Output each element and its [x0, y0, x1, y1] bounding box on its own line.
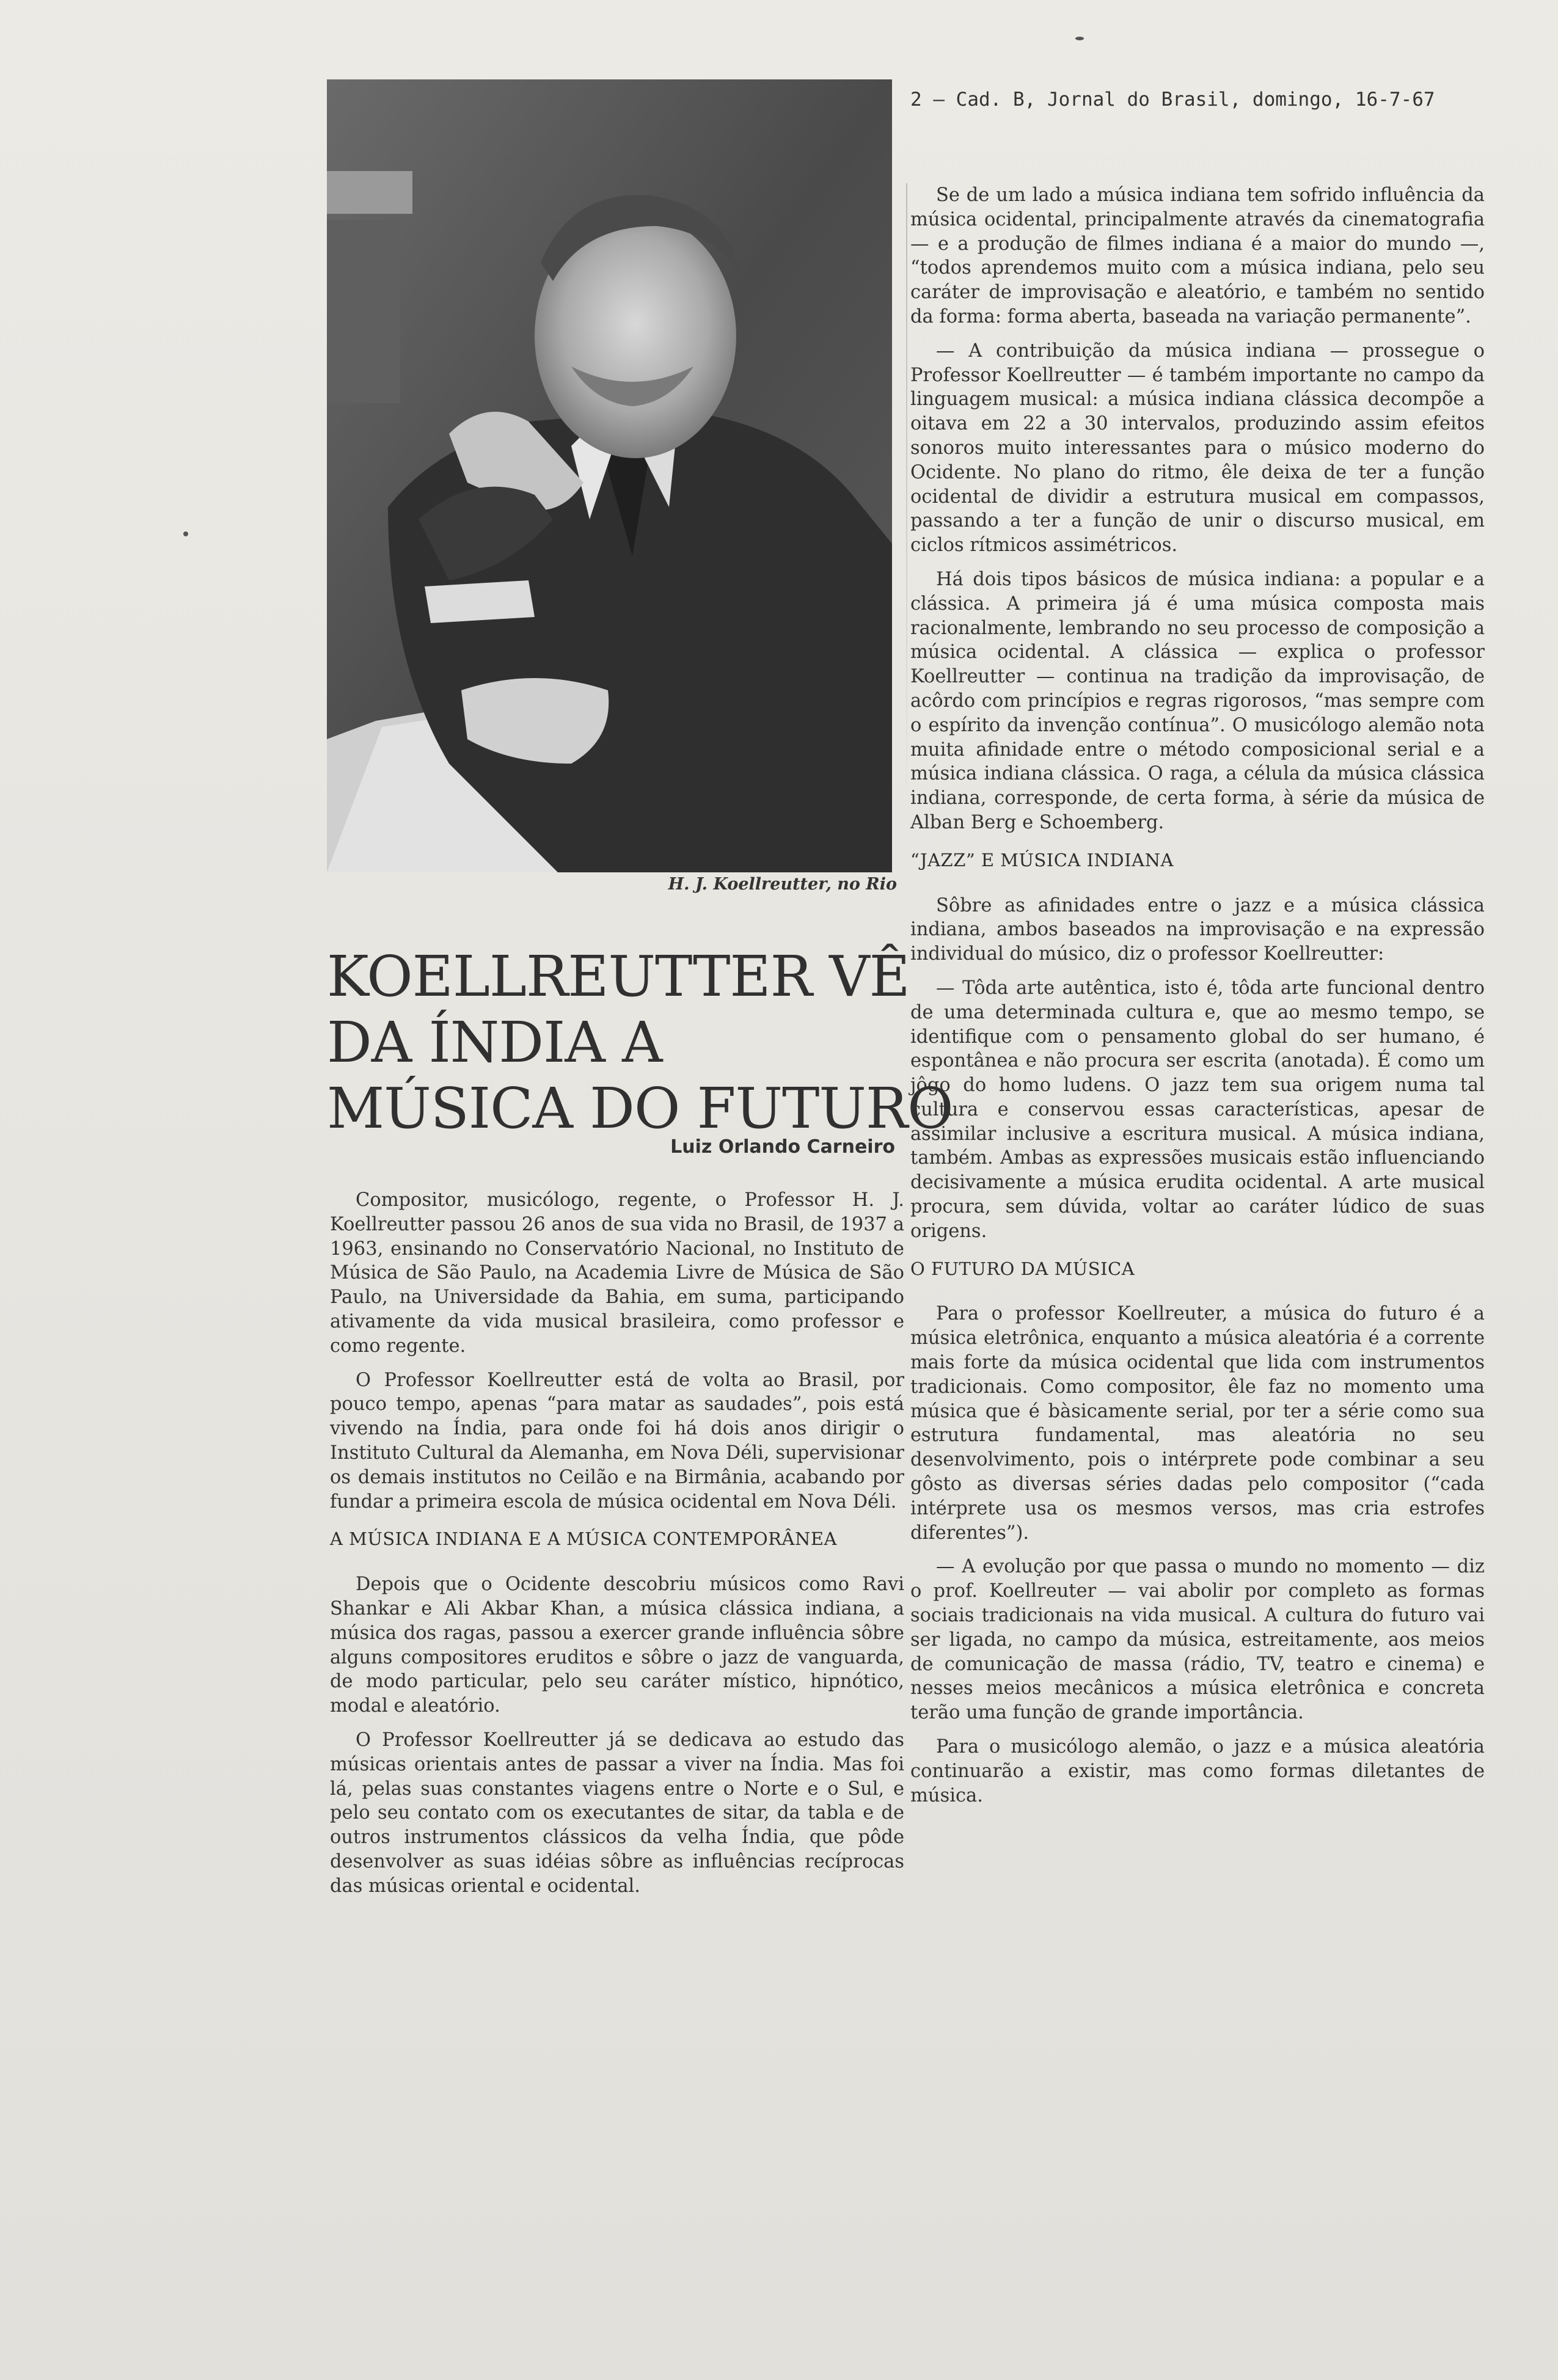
- headline-line-2: DA ÍNDIA A: [327, 1010, 662, 1075]
- page-header: 2 — Cad. B, Jornal do Brasil, domingo, 16-7-67: [910, 89, 1435, 111]
- paper-speck: [183, 531, 188, 536]
- paragraph: Há dois tipos básicos de música indiana: a popular e a clássica. A primeira já é uma música composta mais racionalmente, lembrando no seu processo de composição a música ocidental. A clássica — explica o professor Koellreutter — continua na tradição da improvisação, de acôrdo com princípios e regras rigorosos, “mas sempre com o espírito da invenção contínua”. O musicólogo alemão nota muita afinidade entre o método composicional serial e a música indiana clássica. O raga, a célula da música clássica indiana, corresponde, de certa forma, à série da música de Alban Berg e Schoemberg.: [910, 568, 1485, 833]
- column-left: [330, 1188, 904, 1908]
- column-right: [910, 183, 1485, 1817]
- photo-caption: H. J. Koellreutter, no Rio: [668, 875, 897, 894]
- paragraph: Depois que o Ocidente descobriu músicos como Ravi Shankar e Ali Akbar Khan, a música clássica indiana, a música dos ragas, passou a exercer grande influência sôbre alguns compositores eruditos e sôbre o jazz de vanguarda, de modo particular, pelo seu caráter místico, hipnótico, modal e aleatório.: [330, 1574, 904, 1717]
- paragraph: — A evolução por que passa o mundo no momento — diz o prof. Koellreuter — vai abolir por completo as formas sociais tradicionais na vida musical. A cultura do futuro vai ser ligada, no campo da música, estreitamente, aos meios de comunicação de massa (rádio, TV, teatro e cinema) e nesses meios mecânicos a música eletrônica e concreta terão uma função de grande importância.: [910, 1556, 1485, 1724]
- paragraph: Sôbre as afinidades entre o jazz e a música clássica indiana, ambos baseados na improvisação e na expressão individual do músico, diz o professor Koellreutter:: [910, 894, 1485, 965]
- paragraph: O Professor Koellreutter está de volta ao Brasil, por pouco tempo, apenas “para matar as saudades”, pois está vivendo na Índia, para onde foi há dois anos dirigir o Instituto Cultural da Alemanha, em Nova Déli, supervisionar os demais institutos no Ceilão e na Birmânia, acabando por fundar a primeira escola de música ocidental em Nova Déli.: [330, 1369, 904, 1513]
- paper-speck: [1075, 37, 1084, 40]
- paragraph: Para o musicólogo alemão, o jazz e a música aleatória continuarão a existir, mas como formas diletantes de música.: [910, 1736, 1485, 1806]
- paragraph: Para o professor Koellreuter, a música do futuro é a música eletrônica, enquanto a música aleatória é a corrente mais forte da música ocidental que lida com instrumentos tradicionais. Como compositor, êle faz no momento uma música que é bàsicamente serial, por ter a série como sua estrutura fundamental, mas aleatória no seu desenvolvimento, pois o intérprete pode combinar a seu gôsto as diversas séries dadas pelo compositor (“cada intérprete usa os mesmos versos, mas cria estrofes diferentes”).: [910, 1303, 1485, 1544]
- section-heading: A MÚSICA INDIANA E A MÚSICA CONTEMPORÂNEA: [330, 1528, 837, 1550]
- section-heading: “JAZZ” E MÚSICA INDIANA: [910, 849, 1174, 871]
- paragraph: — Tôda arte autêntica, isto é, tôda arte funcional dentro de uma determinada cultura e, que ao mesmo tempo, se identifique com o pensamento global do ser humano, é espontânea e não procura ser escrita (anotada). É como um jôgo do homo ludens. O jazz tem sua origem numa tal cultura e conservou essas características, apesar de assimilar inclusive a escritura musical. A música indiana, também. Ambas as expressões musicais estão influenciando decisivamente a música erudita ocidental. A arte musical procura, sem dúvida, voltar ao caráter lúdico de suas origens.: [910, 977, 1485, 1242]
- author-byline: Luiz Orlando Carneiro: [670, 1136, 895, 1158]
- paragraph: Compositor, musicólogo, regente, o Professor H. J. Koellreutter passou 26 anos de sua vida no Brasil, de 1937 a 1963, ensinando no Conservatório Nacional, no Instituto de Música de São Paulo, na Academia Livre de Música de São Paulo, na Universidade da Bahia, em suma, participando ativamente da vida musical brasileira, como professor e como regente.: [330, 1189, 904, 1357]
- article-headline: [327, 944, 953, 1142]
- portrait-photo: [327, 79, 892, 872]
- paragraph: — A contribuição da música indiana — prossegue o Professor Koellreutter — é também importante no campo da linguagem musical: a música indiana clássica decompõe a oitava em 22 a 30 intervalos, produzindo assim efeitos sonoros muito interessantes para o músico moderno do Ocidente. No plano do ritmo, êle deixa de ter a função ocidental de dividir a estrutura musical em compassos, passando a ter a função de unir o discurso musical, em ciclos rítmicos assimétricos.: [910, 340, 1485, 557]
- column-divider: [906, 183, 907, 812]
- paragraph: Se de um lado a música indiana tem sofrido influência da música ocidental, principalmente através da cinematografia — e a produção de filmes indiana é a maior do mundo —, “todos aprendemos muito com a música indiana, pelo seu caráter de improvisação e aleatório, e também no sentido da forma: forma aberta, baseada na variação permanente”.: [910, 184, 1485, 327]
- headline-line-3: MÚSICA DO FUTURO: [327, 1076, 953, 1141]
- portrait-image: [327, 79, 892, 872]
- paragraph: O Professor Koellreutter já se dedicava ao estudo das músicas orientais antes de passar a viver na Índia. Mas foi lá, pelas suas constantes viagens entre o Norte e o Sul, e pelo seu contato com os executantes de sitar, da tabla e de outros instrumentos clássicos da velha Índia, que pôde desenvolver as suas idéias sôbre as influências recíprocas das músicas oriental e ocidental.: [330, 1729, 904, 1897]
- headline-line-1: KOELLREUTTER VÊ: [327, 944, 910, 1009]
- section-heading: O FUTURO DA MÚSICA: [910, 1258, 1135, 1279]
